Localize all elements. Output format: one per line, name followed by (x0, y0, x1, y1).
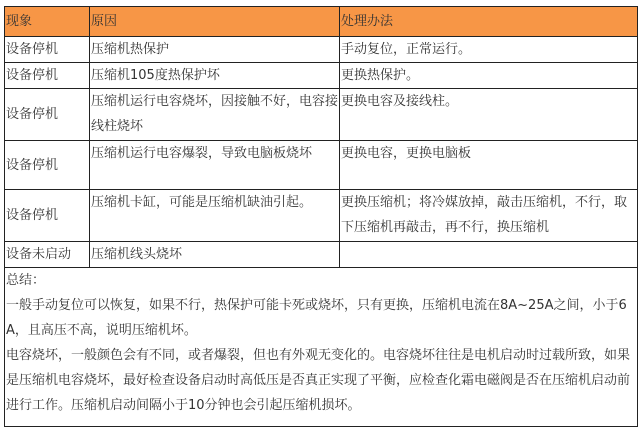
cause-cell: 压缩机运行电容烧坏，因接触不好，电容接线柱烧坏 (90, 89, 340, 141)
solution-cell: 更换电容及接线柱。 (340, 89, 638, 141)
symptom-cell: 设备未启动 (5, 242, 90, 268)
summary-row (5, 268, 638, 427)
cause-cell: 压缩机运行电容爆裂，导致电脑板烧坏 (90, 141, 340, 190)
solution-cell: 更换压缩机；将冷媒放掉，敲击压缩机，不行，取下压缩机再敲击，再不行，换压缩机 (340, 190, 638, 242)
summary-paragraph-1: 一般手动复位可以恢复，如果不行，热保护可能卡死或烧坏，只有更换，压缩机电流在8A~25A之间，小于6A，且高压不高，说明压缩机坏。 (6, 298, 627, 338)
table-row (5, 37, 638, 63)
symptom-cell: 设备停机 (5, 37, 90, 63)
troubleshooting-table (4, 6, 638, 427)
symptom-cell: 设备停机 (5, 190, 90, 242)
table-row (5, 63, 638, 89)
header-symptom: 现象 (5, 7, 90, 37)
summary-cell (5, 268, 638, 427)
solution-cell: 手动复位，正常运行。 (340, 37, 638, 63)
header-cause: 原因 (90, 7, 340, 37)
table-header (5, 7, 638, 37)
cause-cell: 压缩机热保护 (90, 37, 340, 63)
table-row (5, 190, 638, 242)
symptom-cell: 设备停机 (5, 63, 90, 89)
solution-cell: 更换热保护。 (340, 63, 638, 89)
cause-cell: 压缩机105度热保护坏 (90, 63, 340, 89)
table-row (5, 141, 638, 190)
header-solution: 处理办法 (340, 7, 638, 37)
solution-cell (340, 242, 638, 268)
table-row (5, 242, 638, 268)
cause-cell: 压缩机卡缸，可能是压缩机缺油引起。 (90, 190, 340, 242)
summary-paragraph-2: 电容烧坏，一般颜色会有不同，或者爆裂，但也有外观无变化的。电容烧坏往往是电机启动时过载所致，如果是压缩机电容烧坏，最好检查设备启动时高低压是否真正实现了平衡，应检查化霜电磁阀是否在压缩机启动前进行工作。压缩机启动间隔小于10分钟也会引起压缩机损坏。 (6, 348, 631, 413)
symptom-cell: 设备停机 (5, 89, 90, 141)
symptom-cell: 设备停机 (5, 141, 90, 190)
summary-title: 总结： (6, 273, 46, 288)
cause-cell: 压缩机线头烧坏 (90, 242, 340, 268)
table-row (5, 89, 638, 141)
solution-cell: 更换电容，更换电脑板 (340, 141, 638, 190)
